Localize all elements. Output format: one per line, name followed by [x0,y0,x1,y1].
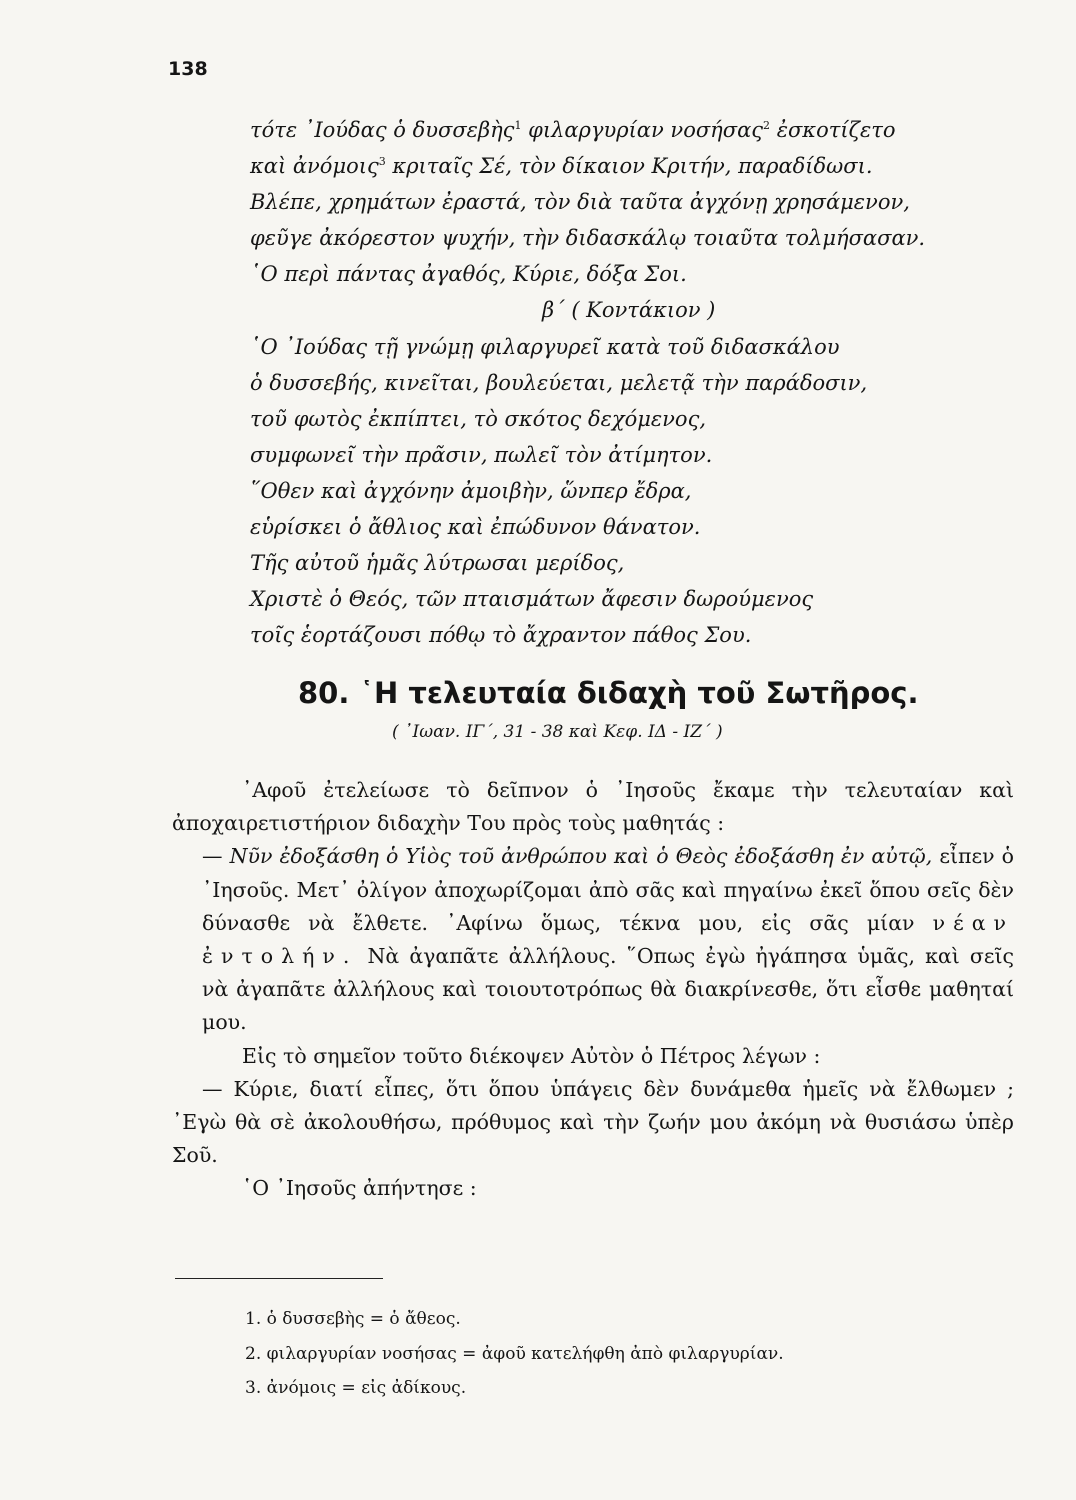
hymn-line: φεῦγε ἀκόρεστον ψυχήν, τὴν διδασκάλῳ τοιαῦτα τολμήσασαν. [250,226,926,251]
paragraph: — Κύριε, διατί εἶπες, ὅτι ὅπου ὑπάγεις δὲν δυνάμεθα ἡμεῖς νὰ ἔλθωμεν ; ᾿Εγὼ θὰ σὲ ἀκολουθήσω, πρόθυμος καὶ τὴν ζωήν μου ἀκόμη νὰ θυσιάσω ὑπὲρ Σοῦ. [172,1076,1014,1168]
hymn-line: τότε ᾿Ιούδας ὁ δυσσεβὴς$^1$ φιλαργυρίαν νοσήσας$^2$ ἐσκοτίζετο [250,118,896,142]
hymn-line: τοῖς ἑορτάζουσι πόθῳ τὸ ἄχραντον πάθος Σου. [250,623,752,648]
hymn-line: συμφωνεῖ τὴν πρᾶσιν, πωλεῖ τὸν ἀτίμητον. [250,442,713,467]
footnotes [245,1302,1005,1406]
footnote-divider [175,1278,383,1279]
hymn-line: τοῦ φωτὸς ἐκπίπτει, τὸ σκότος δεχόμενος, [250,406,707,431]
hymn-line: Χριστὲ ὁ Θεός, τῶν πταισμάτων ἄφεσιν δωρούμενος [250,587,814,612]
hymn-line: εὑρίσκει ὁ ἄθλιος καὶ ἐπώδυνον θάνατον. [250,515,701,540]
hymn-verse [232,112,992,653]
kontakion-heading: β΄ ( Κοντάκιον ) [542,298,716,323]
page-number: 138 [168,58,208,80]
hymn-line: Βλέπε, χρημάτων ἐραστά, τὸν διὰ ταῦτα ἀγχόνῃ χρησάμενον, [250,190,910,215]
paragraph: ῾Ο ᾿Ιησοῦς ἀπήντησε : [242,1176,477,1201]
paragraph: Εἰς τὸ σημεῖον τοῦτο διέκοψεν Αὐτὸν ὁ Πέτρος λέγων : [242,1043,821,1068]
hymn-line: καὶ ἀνόμοις$^3$ κριταῖς Σέ, τὸν δίκαιον Κριτήν, παραδίδωσι. [250,154,873,179]
hymn-line: ῾Ο περὶ πάντας ἀγαθός, Κύριε, δόξα Σοι. [250,262,687,287]
footnote: 3. ἀνόμοις = εἰς ἀδίκους. [245,1378,467,1398]
paragraph: ᾿Αφοῦ ἐτελείωσε τὸ δεῖπνον ὁ ᾿Ιησοῦς ἔκαμε τὴν τελευταίαν καὶ ἀποχαιρετιστήριον διδαχὴν Του πρὸς τοὺς μαθητάς : [172,778,1014,836]
hymn-line: ὁ δυσσεβής, κινεῖται, βουλεύεται, μελετᾷ τὴν παράδοσιν, [250,370,868,395]
hymn-line: Τῆς αὐτοῦ ἡμᾶς λύτρωσαι μερίδος, [250,551,625,576]
hymn-line: ῞Οθεν καὶ ἀγχόνην ἀμοιβὴν, ὥνπερ ἔδρα, [250,478,692,503]
hymn-line: ῾Ο ᾿Ιούδας τῇ γνώμῃ φιλαργυρεῖ κατὰ τοῦ διδασκάλου [250,334,840,359]
section-title: 80. ῾Η τελευταία διδαχὴ τοῦ Σωτῆρος. [298,676,919,710]
footnote: 1. ὁ δυσσεβὴς = ὁ ἄθεος. [245,1309,461,1329]
footnote: 2. φιλαργυρίαν νοσήσας = ἀφοῦ κατελήφθη ἀπὸ φιλαργυρίαν. [245,1343,784,1364]
paragraph: — Νῦν ἐδοξάσθη ὁ Υἱὸς τοῦ ἀνθρώπου καὶ ὁ Θεὸς ἐδοξάσθη ἐν αὐτῷ, εἶπεν ὁ ᾿Ιησοῦς. Μετ᾿ ὀλίγον ἀποχωρίζομαι ἀπὸ σᾶς καὶ πηγαίνω ἐκεῖ ὅπου σεῖς δὲν δύνασθε νὰ ἔλθετε. ᾿Αφίνω ὅμως, τέκνα μου, εἰς σᾶς μίαν νέαν ἐντολήν. Νὰ ἀγαπᾶτε ἀλλήλους. ῞Οπως ἐγὼ ἠγάπησα ὑμᾶς, καὶ σεῖς νὰ ἀγαπᾶτε ἀλλήλους καὶ τοιουτοτρόπως θὰ διακρίνεσθε, ὅτι εἶσθε μαθηταί μου. [202,844,1014,1035]
section-reference: ( ᾿Ιωαν. ΙΓ΄, 31 - 38 καὶ Κεφ. ΙΔ - ΙΖ΄ ) [392,722,723,742]
body-text [172,774,1014,1206]
